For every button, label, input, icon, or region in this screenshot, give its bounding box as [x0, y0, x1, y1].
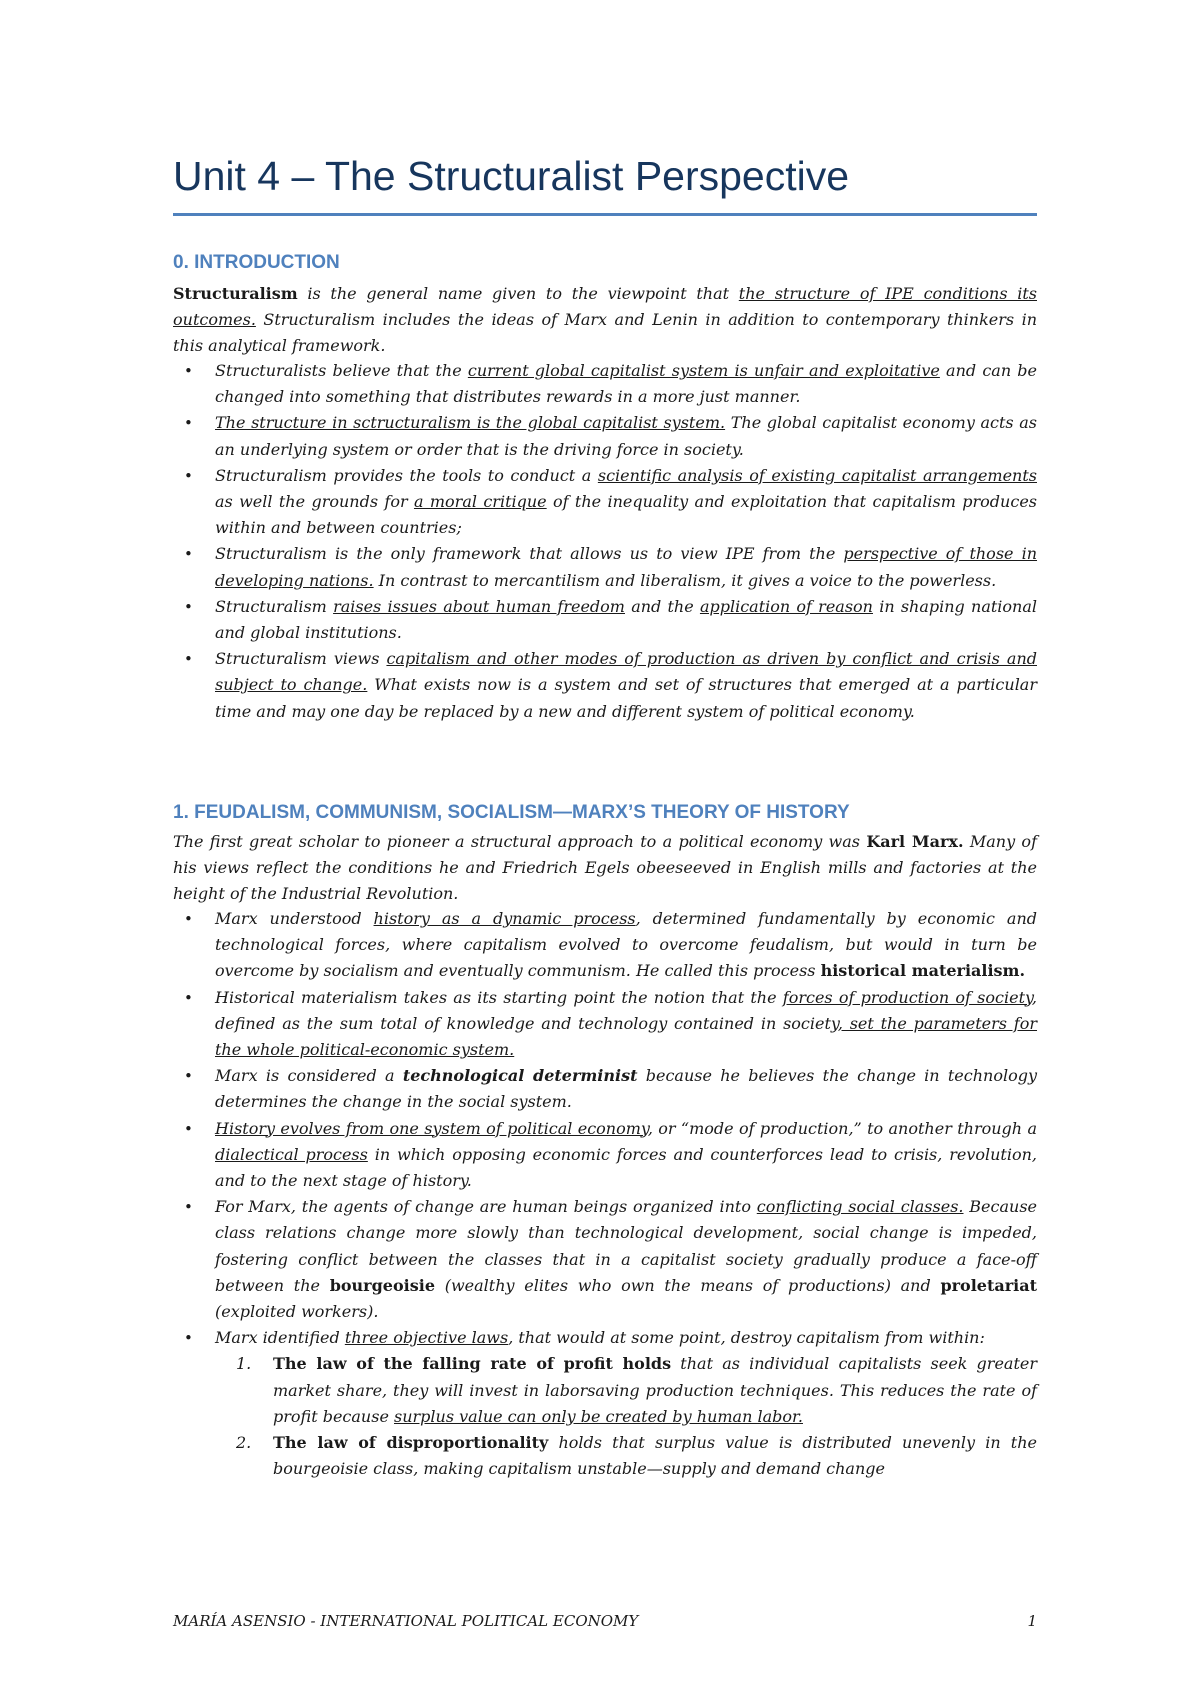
bullet-text: Historical materialism takes as its starting point the notion that the forces of production of society, defined as the sum total of knowledge and technology contained in society, set the parameters for the whole political-economic system.	[215, 987, 1038, 1060]
bullet-item	[173, 646, 1037, 725]
page-title: Unit 4 – The Structuralist Perspective	[173, 153, 850, 199]
bullet-item	[173, 1325, 1037, 1351]
bullet-marker: •	[184, 1198, 193, 1217]
marx-intro-text: The first great scholar to pioneer a structural approach to a political economy was Karl Marx. Many of his views reflect the conditions he and Friedrich Egels obeeseeved in English mills and factories at the height of the Industrial Revolution.	[173, 832, 1037, 904]
law-text: The law of disproportionality holds that surplus value is distributed unevenly in the bourgeoisie class, making capitalism unstable—supply and demand change	[273, 1433, 1037, 1479]
title-underline-rule	[173, 213, 1037, 216]
bullet-item	[173, 541, 1037, 593]
intro-text: Structuralism is the general name given to the viewpoint that the structure of IPE conditions its outcomes. Structuralism includes the ideas of Marx and Lenin in addition to contemporary thinkers in this analytical framework.	[173, 284, 1037, 356]
objective-laws-list	[173, 1351, 1037, 1482]
bullet-text: Marx identified three objective laws, that would at some point, destroy capitalism from within:	[215, 1328, 985, 1348]
law-text: The law of the falling rate of profit holds that as individual capitalists seek greater market share, they will invest in laborsaving production techniques. This reduces the rate of profit because surplus value can only be created by human labor.	[273, 1354, 1037, 1426]
bullet-item	[173, 1194, 1037, 1325]
page-number: 1	[1027, 1612, 1037, 1630]
bullet-item	[173, 463, 1037, 542]
bullet-marker: •	[184, 597, 193, 616]
bullet-text: Structuralism raises issues about human freedom and the application of reason in shaping national and global institutions.	[215, 596, 1038, 643]
bullet-marker: •	[184, 1067, 193, 1086]
bullet-text: Structuralists believe that the current global capitalist system is unfair and exploitative and can be changed into something that distributes rewards in a more just manner.	[215, 361, 1038, 407]
law-item	[173, 1351, 1037, 1430]
bullet-list	[173, 906, 1037, 1351]
bullet-text: Structuralism is the only framework that allows us to view IPE from the perspective of those in developing nations. In contrast to mercantilism and liberalism, it gives a voice to the powerless.	[215, 544, 1038, 590]
marx-intro-paragraph	[173, 829, 1037, 908]
bullet-item	[173, 594, 1037, 646]
bullet-item	[173, 1116, 1037, 1195]
bullet-marker: •	[184, 362, 193, 380]
bullet-marker: •	[184, 910, 193, 928]
bullet-item	[173, 1063, 1037, 1115]
bullet-marker: •	[184, 466, 193, 485]
bullet-marker: •	[184, 1119, 193, 1138]
introduction-paragraph	[173, 281, 1037, 360]
bullet-marker: •	[184, 988, 193, 1007]
law-number: 2.	[236, 1433, 252, 1453]
bullet-marker: •	[184, 414, 193, 433]
bullet-text: For Marx, the agents of change are human beings organized into conflicting social classes. Because class relations change more slowly than technological development, social change is impeded, fostering conflict between the classes that in a capitalist society gradually produce a face-off between the bourgeoisie (wealthy elites who own the means of productions) and proletariat (exploited workers).	[215, 1197, 1038, 1322]
bullet-text: Structuralism views capitalism and other modes of production as driven by conflict and crisis and subject to change. What exists now is a system and set of structures that emerged at a particular time and may one day be replaced by a new and different system of political economy.	[215, 649, 1037, 721]
bullet-text: History evolves from one system of political economy, or “mode of production,” to another through a dialectical process in which opposing economic forces and counterforces lead to crisis, revolution, and to the next stage of history.	[215, 1118, 1037, 1191]
bullet-marker: •	[184, 650, 193, 669]
bullet-text: Marx is considered a technological determinist because he believes the change in technology determines the change in the social system.	[215, 1066, 1038, 1112]
page-footer	[173, 1612, 1037, 1630]
introduction-bullet-list	[173, 358, 1037, 725]
law-number: 1.	[236, 1354, 252, 1374]
bullet-list	[173, 358, 1037, 725]
bullet-item	[173, 358, 1037, 410]
marx-bullet-list	[173, 906, 1037, 1482]
footer-author: MARÍA ASENSIO - INTERNATIONAL POLITICAL ECONOMY	[173, 1612, 639, 1630]
bullet-item	[173, 410, 1037, 462]
section-heading-marx-theory: 1. FEUDALISM, COMMUNISM, SOCIALISM—MARX’S THEORY OF HISTORY	[173, 802, 850, 823]
bullet-item	[173, 985, 1037, 1064]
bullet-text: Structuralism provides the tools to conduct a scientific analysis of existing capitalist arrangements as well the grounds for a moral critique of the inequality and exploitation that capitalism produces within and between countries;	[215, 465, 1037, 538]
bullet-text: The structure in sctructuralism is the global capitalist system. The global capitalist economy acts as an underlying system or order that is the driving force in society.	[215, 413, 1037, 459]
section-heading-introduction: 0. INTRODUCTION	[173, 252, 340, 273]
bullet-text: Marx understood history as a dynamic process, determined fundamentally by economic and technological forces, where capitalism evolved to overcome feudalism, but would in turn be overcome by socialism and eventually communism. He called this process historical materialism.	[215, 909, 1037, 981]
bullet-marker: •	[184, 545, 193, 564]
law-item	[173, 1430, 1037, 1482]
bullet-item	[173, 906, 1037, 985]
bullet-marker: •	[184, 1329, 193, 1348]
